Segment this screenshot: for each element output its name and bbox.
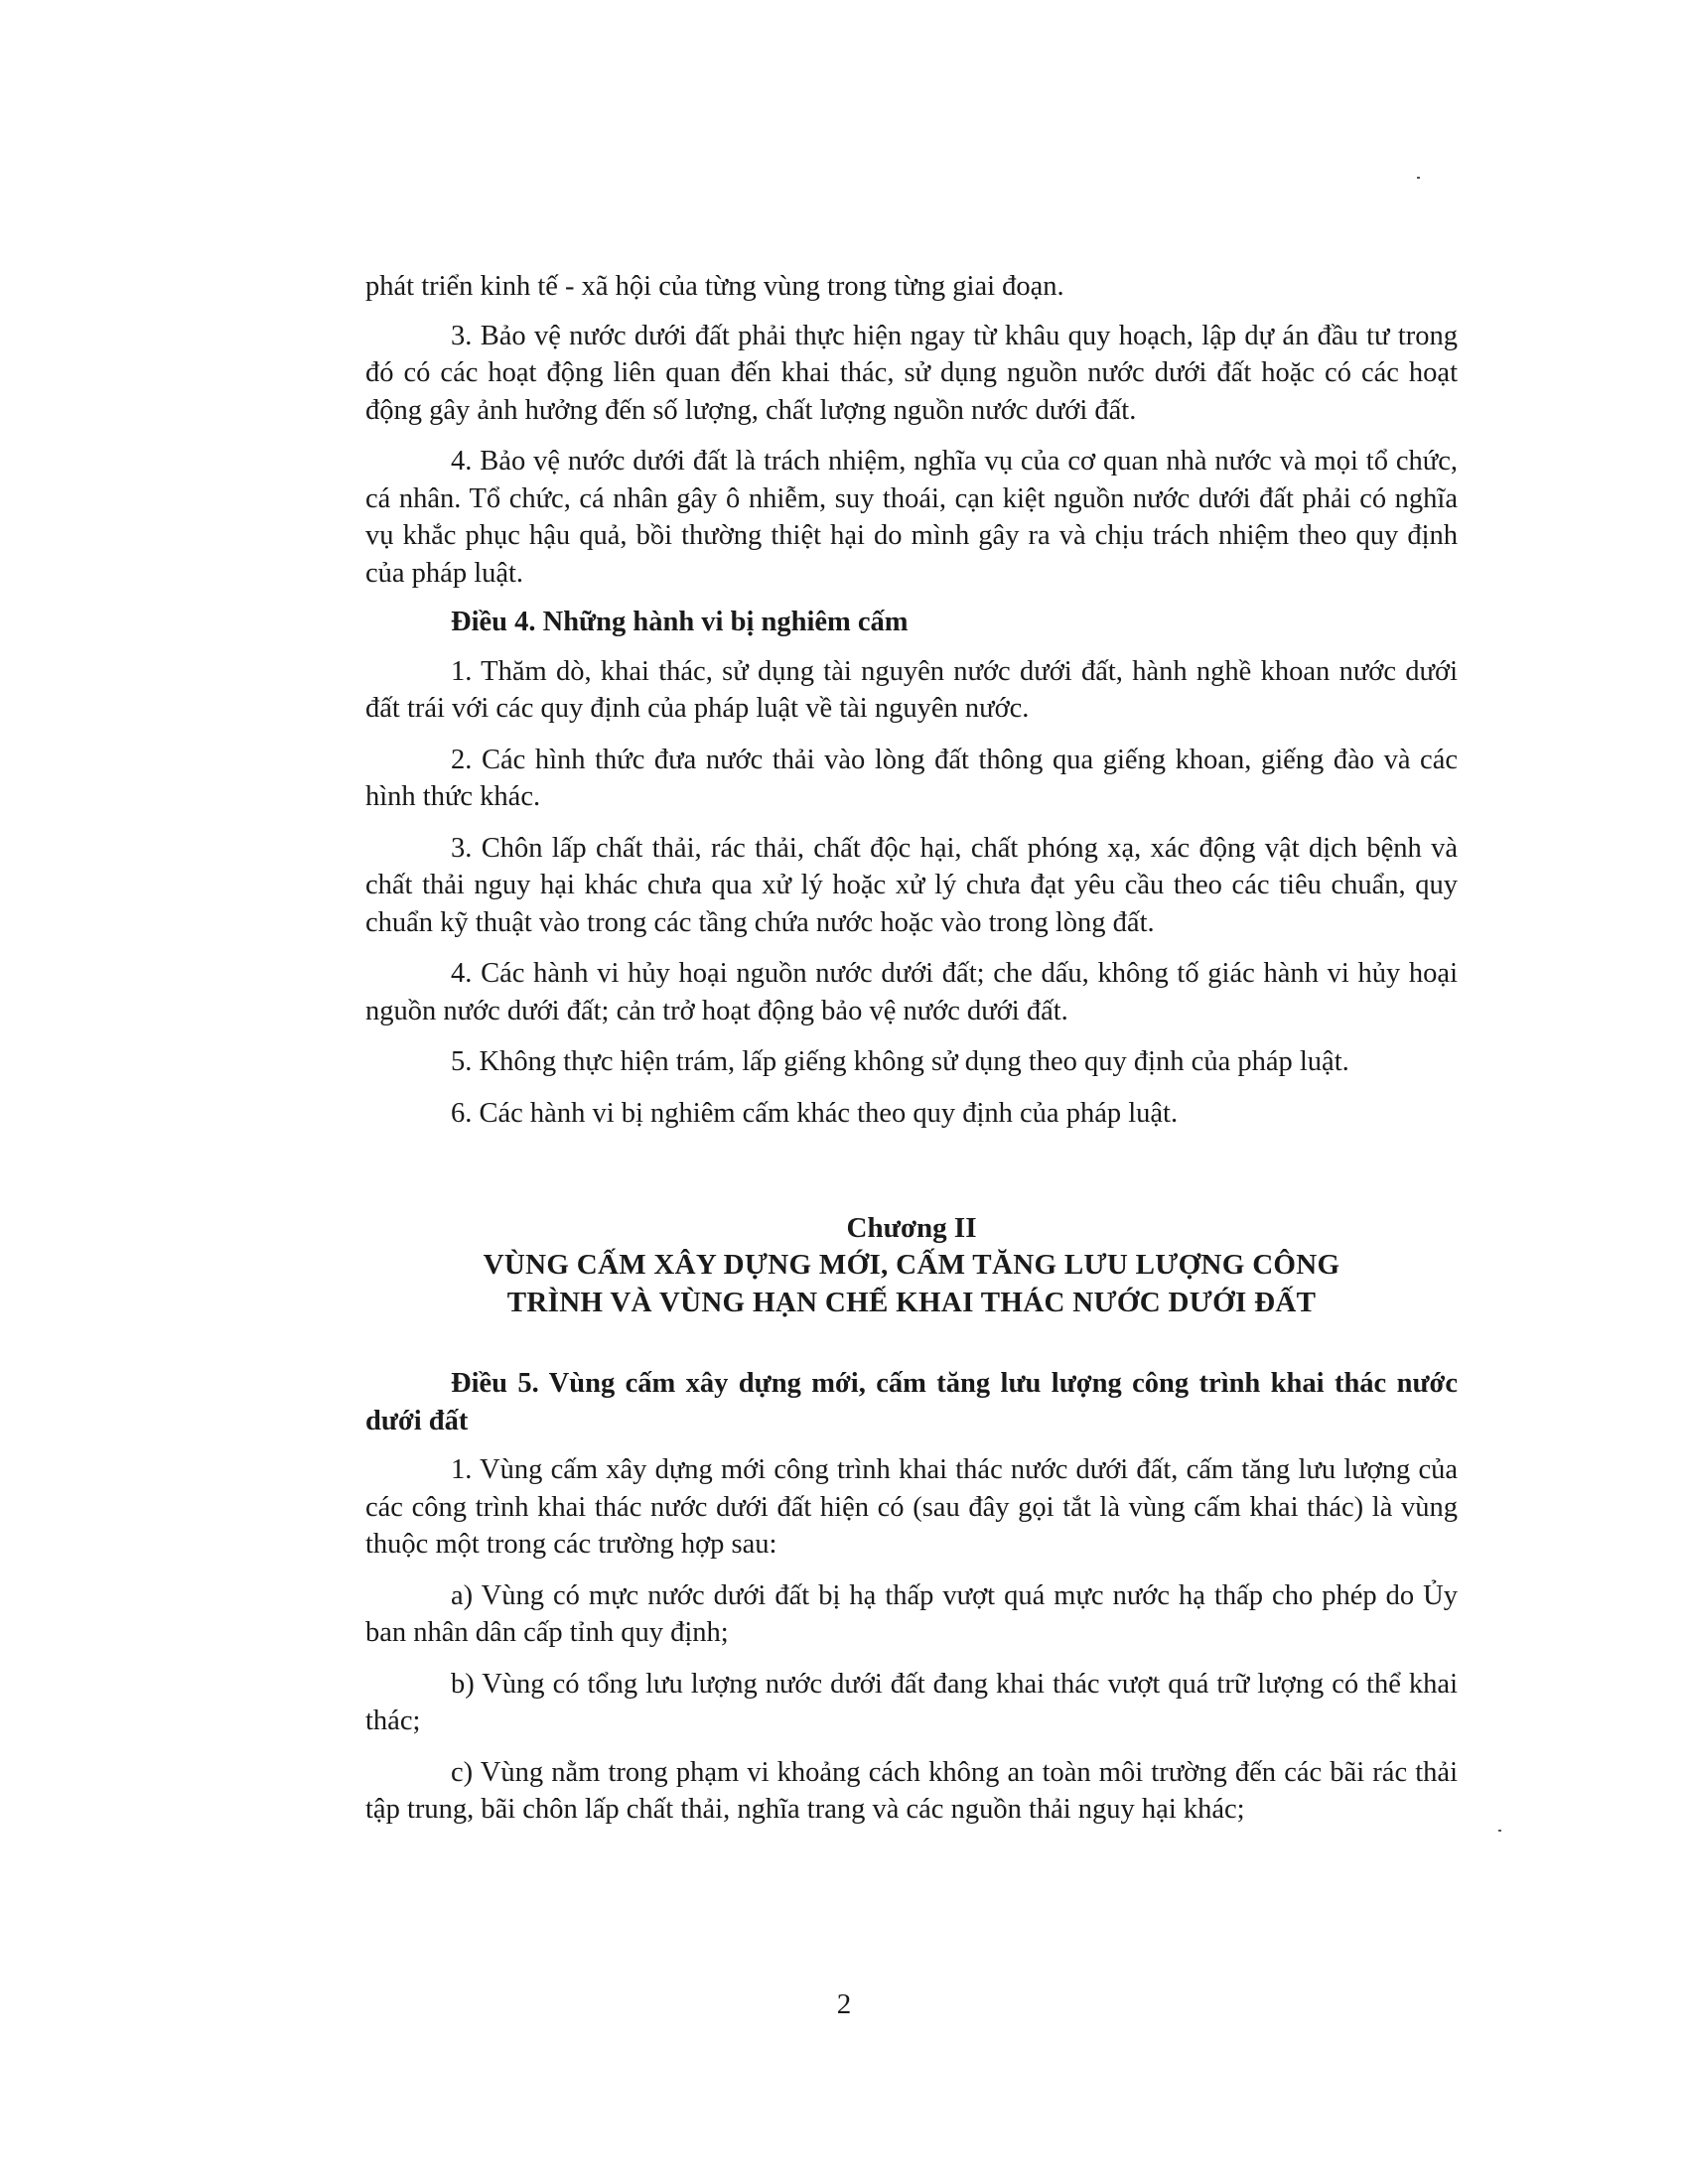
chapter-subtitle-line-1: VÙNG CẤM XÂY DỰNG MỚI, CẤM TĂNG LƯU LƯỢNG CÔNG [483, 1249, 1340, 1281]
article-5-item-a: a) Vùng có mực nước dưới đất bị hạ thấp vượt quá mực nước hạ thấp cho phép do Ủy ban nhân dân cấp tỉnh quy định; [365, 1579, 1458, 1648]
document-body [365, 268, 1458, 1829]
article-4-item-4: 4. Các hành vi hủy hoại nguồn nước dưới đất; che dấu, không tố giác hành vi hủy hoại nguồn nước dưới đất; cản trở hoạt động bảo vệ nước dưới đất. [365, 958, 1458, 1026]
paragraph-continuation: phát triển kinh tế - xã hội của từng vùng trong từng giai đoạn. [365, 271, 1064, 302]
chapter-subtitle-line-2: TRÌNH VÀ VÙNG HẠN CHẾ KHAI THÁC NƯỚC DƯỚI ĐẤT [506, 1286, 1317, 1318]
article-5-item-b: b) Vùng có tổng lưu lượng nước dưới đất đang khai thác vượt quá trữ lượng có thể khai thác; [365, 1668, 1458, 1736]
article-4-item-6: 6. Các hành vi bị nghiêm cấm khác theo quy định của pháp luật. [451, 1097, 1179, 1129]
paragraph-clause-4: 4. Bảo vệ nước dưới đất là trách nhiệm, nghĩa vụ của cơ quan nhà nước và mọi tổ chức, cá nhân. Tổ chức, cá nhân gây ô nhiễm, suy thoái, cạn kiệt nguồn nước dưới đất phải có nghĩa vụ khắc phục hậu quả, bồi thường thiệt hại do mình gây ra và chịu trách nhiệm theo quy định của pháp luật. [365, 446, 1458, 589]
page-number: 2 [836, 1988, 852, 2020]
article-4-item-3: 3. Chôn lấp chất thải, rác thải, chất độc hại, chất phóng xạ, xác động vật dịch bệnh và chất thải nguy hại khác chưa qua xử lý hoặc xử lý chưa đạt yêu cầu theo các tiêu chuẩn, quy chuẩn kỹ thuật vào trong các tầng chứa nước hoặc vào trong lòng đất. [365, 832, 1458, 938]
scan-speck [1498, 1830, 1501, 1832]
paragraph-clause-3: 3. Bảo vệ nước dưới đất phải thực hiện ngay từ khâu quy hoạch, lập dự án đầu tư trong đó có các hoạt động liên quan đến khai thác, sử dụng nguồn nước dưới đất hoặc có các hoạt động gây ảnh hưởng đến số lượng, chất lượng nguồn nước dưới đất. [365, 320, 1458, 426]
article-4-item-1: 1. Thăm dò, khai thác, sử dụng tài nguyên nước dưới đất, hành nghề khoan nước dưới đất trái với các quy định của pháp luật về tài nguyên nước. [365, 655, 1458, 724]
article-5-intro: 1. Vùng cấm xây dựng mới công trình khai thác nước dưới đất, cấm tăng lưu lượng của các công trình khai thác nước dưới đất hiện có (sau đây gọi tắt là vùng cấm khai thác) là vùng thuộc một trong các trường hợp sau: [365, 1454, 1458, 1560]
article-5-item-c: c) Vùng nằm trong phạm vi khoảng cách không an toàn môi trường đến các bãi rác thải tập trung, bãi chôn lấp chất thải, nghĩa trang và các nguồn thải nguy hại khác; [365, 1756, 1458, 1825]
article-4-item-5: 5. Không thực hiện trám, lấp giếng không sử dụng theo quy định của pháp luật. [451, 1046, 1349, 1077]
chapter-title: Chương II [846, 1212, 977, 1244]
article-5-heading: Điều 5. Vùng cấm xây dựng mới, cấm tăng lưu lượng công trình khai thác nước dưới đất [365, 1368, 1458, 1436]
scan-speck [1417, 177, 1420, 179]
article-4-item-2: 2. Các hình thức đưa nước thải vào lòng đất thông qua giếng khoan, giếng đào và các hình thức khác. [365, 744, 1458, 812]
article-4-heading: Điều 4. Những hành vi bị nghiêm cấm [451, 607, 909, 637]
